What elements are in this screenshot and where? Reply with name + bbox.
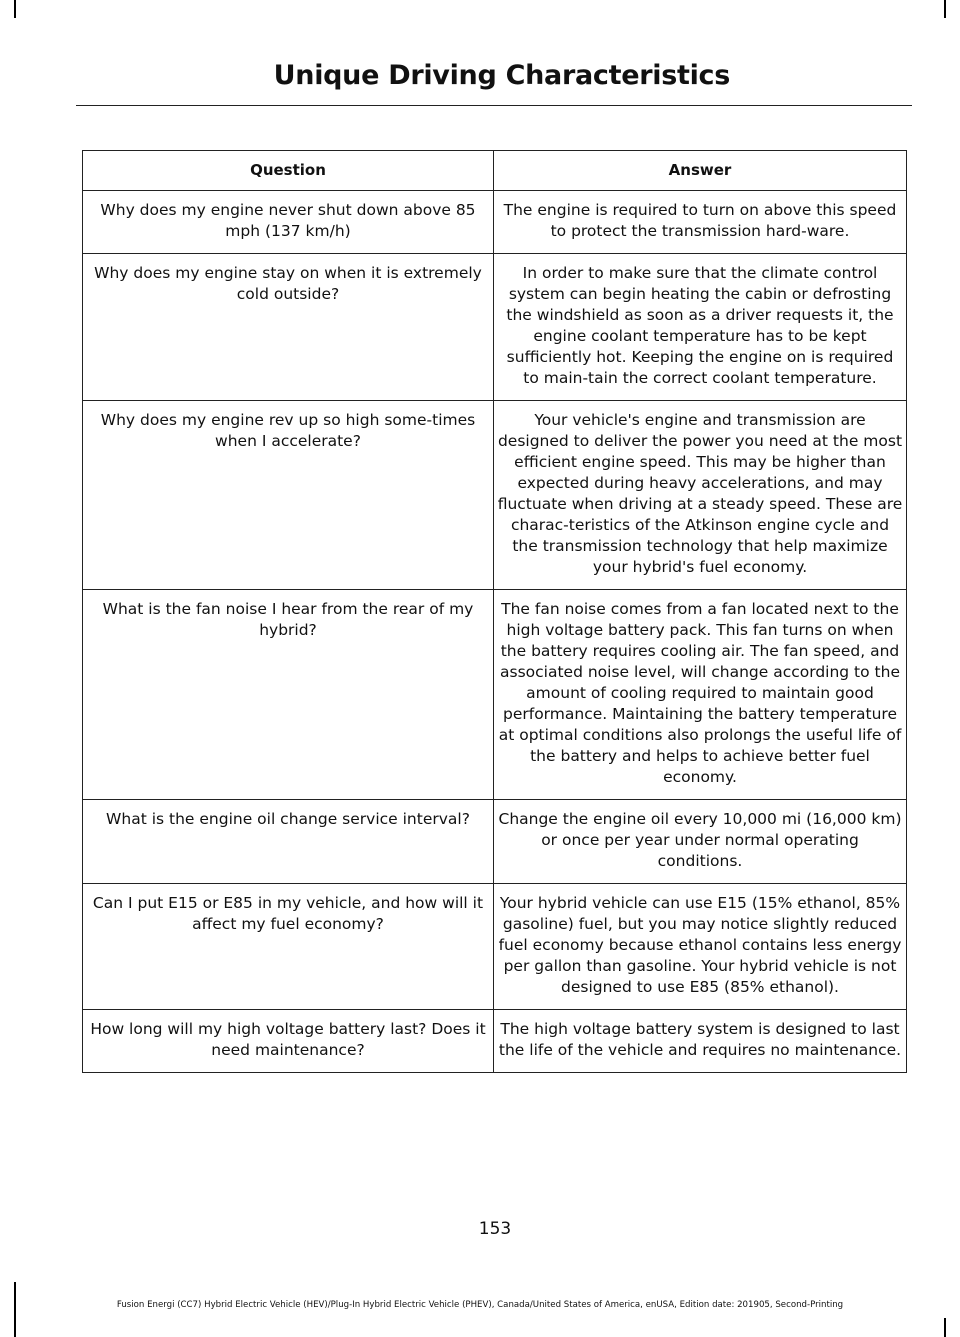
answer-cell: The engine is required to turn on above this speed to protect the transmission hard-ware. <box>494 191 907 254</box>
title-divider <box>76 105 912 106</box>
table-row <box>83 401 907 590</box>
table-row <box>83 191 907 254</box>
answer-cell: Your hybrid vehicle can use E15 (15% ethanol, 85% gasoline) fuel, but you may notice slightly reduced fuel economy because ethanol contains less energy per gallon than gasoline. Your hybrid vehicle is not designed to use E85 (85% ethanol). <box>494 884 907 1010</box>
question-cell: How long will my high voltage battery last? Does it need maintenance? <box>83 1010 494 1073</box>
answer-cell: Change the engine oil every 10,000 mi (16,000 km) or once per year under normal operating conditions. <box>494 800 907 884</box>
edition-footer: Fusion Energi (CC7) Hybrid Electric Vehicle (HEV)/Plug-In Hybrid Electric Vehicle (PHEV), Canada/United States of America, enUSA, Edition date: 201905, Second-Printing <box>116 1300 844 1310</box>
faq-table <box>82 150 907 1073</box>
question-cell: Why does my engine never shut down above 85 mph (137 km/h) <box>83 191 494 254</box>
question-column-header: Question <box>83 151 494 191</box>
table-row <box>83 1010 907 1073</box>
answer-cell: Your vehicle's engine and transmission are designed to deliver the power you need at the most efficient engine speed. This may be higher than expected during heavy accelerations, and may fluctuate when driving at a steady speed. These are charac-teristics of the Atkinson engine cycle and the transmission technology that help maximize your hybrid's fuel economy. <box>494 401 907 590</box>
page-number: 153 <box>478 1219 512 1239</box>
table-row <box>83 254 907 401</box>
answer-column-header: Answer <box>494 151 907 191</box>
question-cell: Why does my engine rev up so high some-times when I accelerate? <box>83 401 494 590</box>
crop-mark-top-right <box>944 0 946 18</box>
question-cell: What is the fan noise I hear from the rear of my hybrid? <box>83 590 494 800</box>
answer-cell: The high voltage battery system is designed to last the life of the vehicle and requires no maintenance. <box>494 1010 907 1073</box>
answer-cell: In order to make sure that the climate control system can begin heating the cabin or defrosting the windshield as soon as a driver requests it, the engine coolant temperature has to be kept sufficiently hot. Keeping the engine on is required to main-tain the correct coolant temperature. <box>494 254 907 401</box>
crop-mark-bottom-right <box>944 1318 946 1337</box>
table-header-row <box>83 151 907 191</box>
crop-mark-top-left <box>14 0 16 18</box>
question-cell: Can I put E15 or E85 in my vehicle, and how will it affect my fuel economy? <box>83 884 494 1010</box>
answer-cell: The fan noise comes from a fan located next to the high voltage battery pack. This fan turns on when the battery requires cooling air. The fan speed, and associated noise level, will change according to the amount of cooling required to maintain good performance. Maintaining the battery temperature at optimal conditions also prolongs the useful life of the battery and helps to achieve better fuel economy. <box>494 590 907 800</box>
table-row <box>83 590 907 800</box>
page-title: Unique Driving Characteristics <box>273 60 730 91</box>
question-cell: Why does my engine stay on when it is extremely cold outside? <box>83 254 494 401</box>
table-row <box>83 884 907 1010</box>
question-cell: What is the engine oil change service interval? <box>83 800 494 884</box>
table-row <box>83 800 907 884</box>
